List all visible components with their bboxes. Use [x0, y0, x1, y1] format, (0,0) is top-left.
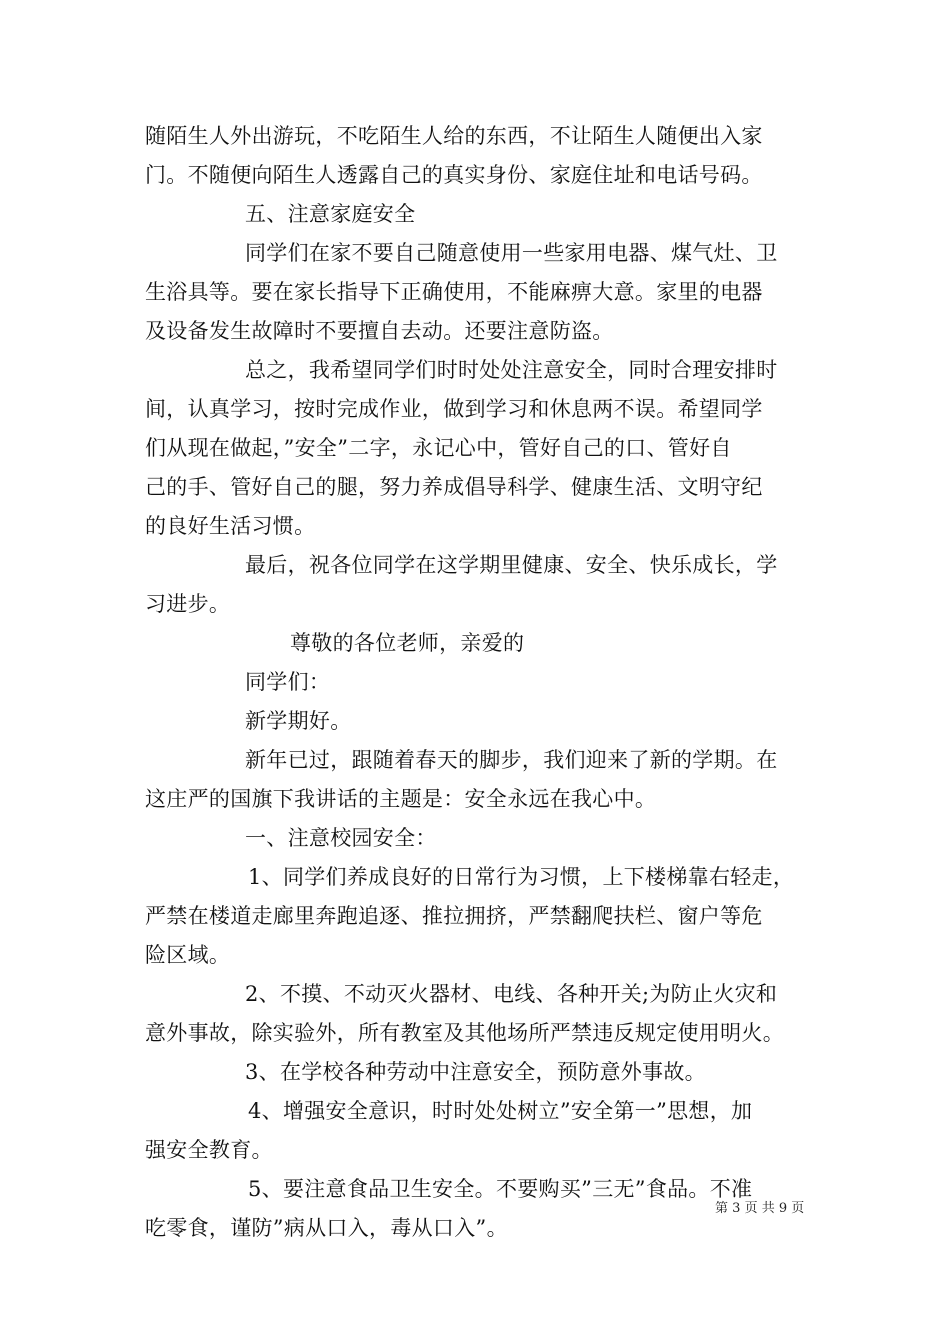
- list-item: 4、增强安全意识，时时处处树立”安全第一”思想，加: [248, 1099, 753, 1123]
- text-line: 习进步。: [145, 592, 231, 616]
- list-item: 3、在学校各种劳动中注意安全，预防意外事故。: [245, 1060, 706, 1084]
- list-item: 1、同学们养成良好的日常行为习惯，上下楼梯靠右轻走，: [248, 865, 795, 889]
- greeting: 新学期好。: [245, 709, 352, 733]
- text-line: 这庄严的国旗下我讲话的主题是：安全永远在我心中。: [145, 787, 657, 811]
- text-line: 同学们在家不要自己随意使用一些家用电器、煤气灶、卫: [245, 241, 778, 265]
- text-line: 及设备发生故障时不要擅自去动。还要注意防盗。: [145, 319, 614, 343]
- text-line: 总之，我希望同学们时时处处注意安全，同时合理安排时: [245, 358, 778, 382]
- footer-middle: 页 共: [744, 1201, 775, 1216]
- text-line: 们从现在做起，”安全”二字，永记心中，管好自己的口、管好自: [145, 436, 732, 460]
- footer-prefix: 第: [715, 1201, 729, 1216]
- text-line: 门。不随便向陌生人透露自己的真实身份、家庭住址和电话号码。: [145, 163, 763, 187]
- text-line: 严禁在楼道走廊里奔跑追逐、推拉拥挤，严禁翻爬扶栏、窗户等危: [145, 904, 763, 928]
- list-item: 5、要注意食品卫生安全。不要购买”三无”食品。不准: [248, 1177, 753, 1201]
- text-line: 意外事故，除实验外，所有教室及其他场所严禁违反规定使用明火。: [145, 1021, 784, 1045]
- section-heading: 一、注意校园安全：: [245, 826, 437, 850]
- text-line: 己的手、管好自己的腿，努力养成倡导科学、健康生活、文明守纪: [145, 475, 763, 499]
- salutation: 尊敬的各位老师，亲爱的: [290, 631, 525, 655]
- footer-suffix: 页: [791, 1201, 805, 1216]
- document-body: [145, 117, 810, 1248]
- text-line: 险区域。: [145, 943, 231, 967]
- current-page-number: 3: [732, 1201, 741, 1216]
- text-line: 吃零食，谨防”病从口入，毒从口入”。: [145, 1216, 508, 1240]
- section-heading: 五、注意家庭安全: [245, 202, 416, 226]
- text-line: 的良好生活习惯。: [145, 514, 316, 538]
- page-number-footer: [715, 1200, 835, 1218]
- text-line: 间，认真学习，按时完成作业，做到学习和休息两不误。希望同学: [145, 397, 763, 421]
- text-line: 新年已过，跟随着春天的脚步，我们迎来了新的学期。在: [245, 748, 778, 772]
- text-line: 强安全教育。: [145, 1138, 273, 1162]
- text-line: 随陌生人外出游玩，不吃陌生人给的东西，不让陌生人随便出入家: [145, 124, 763, 148]
- salutation-continued: 同学们：: [245, 670, 331, 694]
- text-line: 生浴具等。要在家长指导下正确使用，不能麻痹大意。家里的电器: [145, 280, 763, 304]
- list-item: 2、不摸、不动灭火器材、电线、各种开关;为防止火灾和: [245, 982, 778, 1006]
- text-line: 最后，祝各位同学在这学期里健康、安全、快乐成长，学: [245, 553, 778, 577]
- total-page-number: 9: [778, 1201, 788, 1216]
